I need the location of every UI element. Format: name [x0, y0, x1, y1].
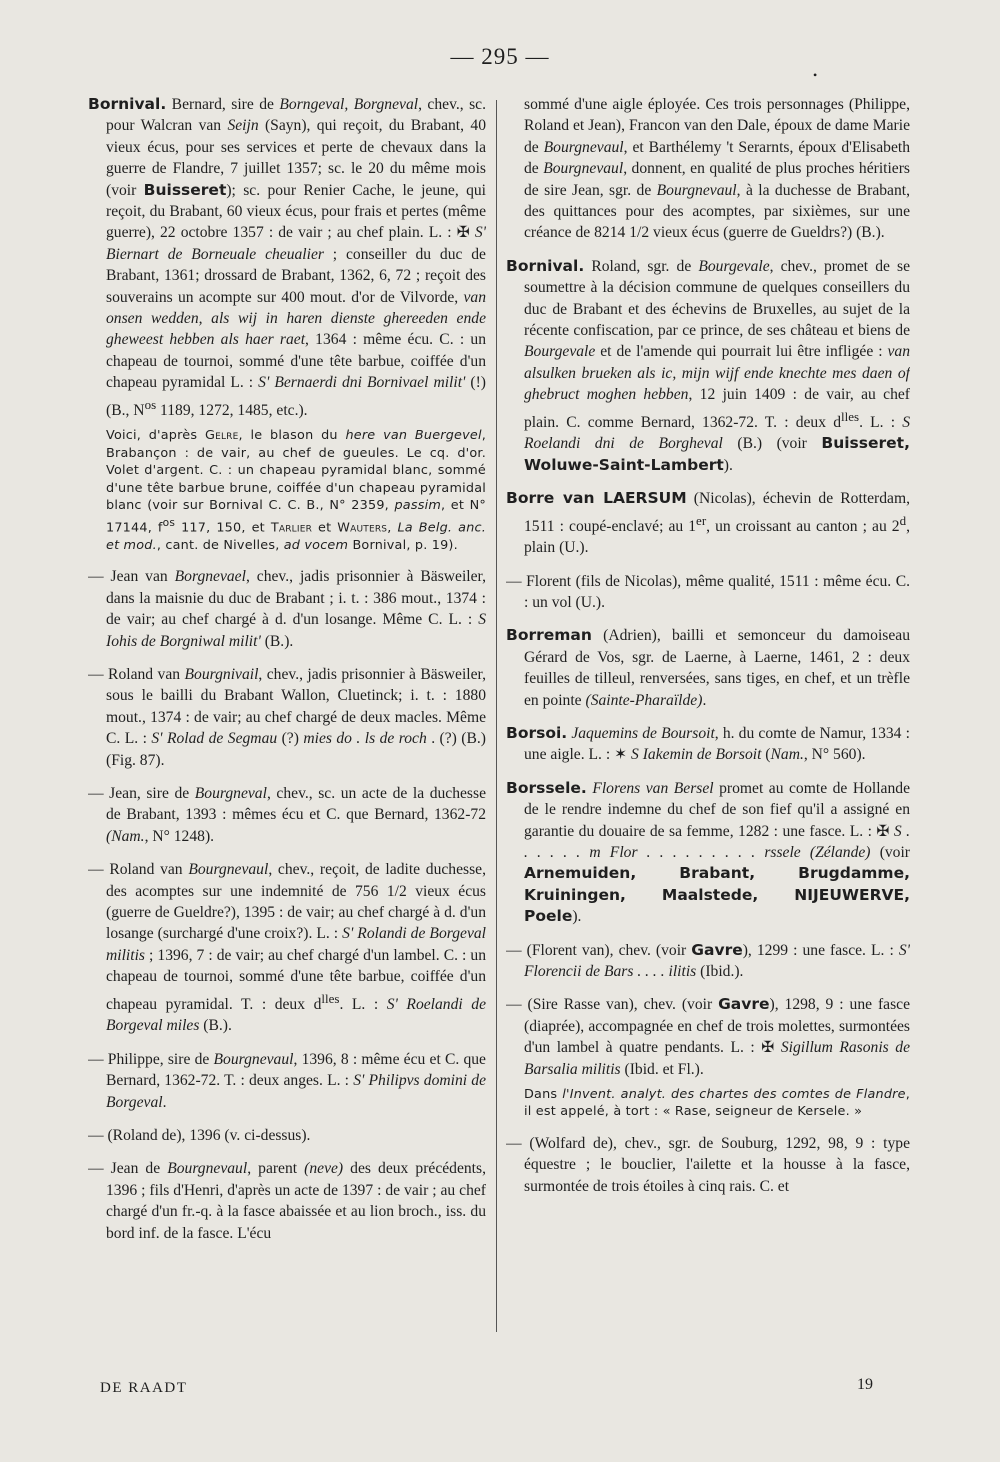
left-entry: — Jean, sire de Bourgneval, chev., sc. un acte de la duchesse de Brabant, 1393 : mêmes écu et C. que Bernard, 1362-72 (Nam., N° 1248). — [88, 785, 486, 845]
left-entry: — (Roland de), 1396 (v. ci-dessus). — [88, 1126, 311, 1144]
left-entry: Bornival. Bernard, sire de Borngeval, Borgneval, chev., sc. pour Walcran van Seijn (Sayn), qui reçoit, du Brabant, 40 vieux écus, pour ses services et perte de chevaux dans la guerre de Flandre, 7 juillet 1357; sc. le 20 du même mois (voir Buisseret); sc. pour Renier Cache, le jeune, qui reçoit, du Brabant, 60 vieux écus, pour frais et pertes (même guerre), 22 octobre 1357 : de vair ; au chef plain. L. : ✠ S' Biernart de Borneuale cheualier ; conseiller du duc de Brabant, 1361; drossard de Brabant, 1362, 6, 72 ; reçoit des souverains un acompte sur 400 mout. d'or de Vilvorde, van onsen wedden, als wij in haren dienste ghereeden ende gheweest hebben als haer raet, 1364 : même écu. C. : un chapeau de tournoi, sommé d'une tête barbue, coiffée d'un chapeau pyramidal L. : S' Bernaerdi dni Bornivael milit' (!) (B., $N^{os}$ 1189, 1272, 1485, etc.). — [88, 95, 486, 419]
right-entry: — (Wolfard de), chev., sgr. de Souburg, 1292, 98, 9 : type équestre ; le bouclier, l'ailette et la housse à la fasce, surmontée de trois étoiles à cinq rais. C. et — [506, 1134, 910, 1195]
left-column — [88, 94, 486, 1362]
right-entry: sommé d'une aigle éployée. Ces trois personnages (Philippe, Roland et Jean), Francon van den Dale, époux de dame Marie de Bourgnevaul, et Barthélemy 't Serarnts, époux d'Elisabeth de Bourgnevaul, donnent, en qualité de plus proches héritiers de sire Jean, sgr. de Bourgnevaul, à la duchesse de Brabant, des quittances pour des acomptes, par sixièmes, sur une créance de 8214 1/2 vieux écus (guerre de Gueldrs?) (B.). — [524, 96, 910, 242]
right-entry-note: Dans l'Invent. analyt. des chartes des comtes de Flandre, il est appelé, à tort : « Rase, seigneur de Kersele. » — [524, 1087, 910, 1120]
right-entry: — Florent (fils de Nicolas), même qualité, 1511 : même écu. C. : un vol (U.). — [506, 572, 910, 611]
left-entry: — Roland van Bourgnivail, chev., jadis prisonnier à Bäsweiler, sous le bailli du Brabant Wallon, Cluetinck; i. t. : 1880 mout., 1374 : de vair; au chef chargé de deux macles. Même C. L. : S' Rolad de Segmau (?) mies do . ls de roch . (?) (B.) (Fig. 87). — [88, 666, 486, 769]
left-entry-note: Voici, d'après Gelre, le blason du here van Buergevel, Brabançon : de vair, au chef de gueules. Le cq. d'or. Volet d'argent. C. : un chapeau pyramidal blanc, sommé d'une tête barbue brune, coiffée d'un chapeau pyramidal blanc (voir sur Bornival C. C. B., N° 2359, passim, et N° 17144, $f^{os}$ 117, 150, et Tarlier et Wauters, La Belg. anc. et mod., cant. de Nivelles, ad vocem Bornival, p. 19). — [106, 428, 486, 553]
left-entry: — Jean van Borgnevael, chev., jadis prisonnier à Bäsweiler, dans la maisnie du duc de Brabant ; i. t. : 386 mout., 1374 : de vair; au chef chargé à d. d'un losange. Même C. L. : S Iohis de Borgniwal milit' (B.). — [88, 568, 486, 650]
left-entry: — Jean de Bourgnevaul, parent (neve) des deux précédents, 1396 ; fils d'Henri, d'après un acte de 1397 : de vair ; au chef chargé d'un fr.-q. à la fasce abaissée et au lion broch., iss. du bord inf. de la fasce. L'écu — [88, 1160, 486, 1242]
footer-sheet-number: 19 — [857, 1376, 873, 1393]
right-entry: Borssele. Florens van Bersel promet au comte de Hollande de le rendre indemne du chef de son fief qu'il a assigné en garantie du douaire de sa femme, 1282 : une fasce. L. : ✠ S . . . . . . m Flor . . . . . . . . . rssele (Zélande) (voir Arnemuiden, Brabant, Brugdamme, Kruiningen, Maalstede, NIJEUWERVE, Poele). — [506, 778, 910, 926]
footer-author: DE RAADT — [100, 1380, 188, 1396]
right-entry: Bornival. Roland, sgr. de Bourgevale, chev., promet de se soumettre à la décision commune de quelques conseillers du duc de Brabant et des échevins de Bruxelles, au sujet de la récente confiscation, par ce prince, de ses château et biens de Bourgevale et de l'amende qui pourrait lui être infligée : van alsulken brueken als ic, mijn wijf ende knechte mes daen of ghebruct moghen hebben, 12 juin 1409 : de vair, au chef plain. C. comme Bernard, 1362-72. T. : deux $d^{lles}$. L. : S Roelandi dni de Borgheval (B.) (voir Buisseret, Woluwe-Saint-Lambert). — [506, 256, 910, 474]
column-divider — [496, 100, 497, 1332]
left-entry: — Roland van Bourgnevaul, chev., reçoit, de ladite duchesse, des acomptes sur une indemnité de 756 1/2 vieux écus (guerre de Gueldre?), 1395 : de vair; au chef chargé à d. d'un losange (surchargé d'une croix?). L. : S' Rolandi de Borgeval militis ; 1396, 7 : de vair; au chef chargé d'un lambel. C. : un chapeau de tournoi, sommé d'une tête barbue, coiffée d'un chapeau pyramidal. T. : deux $d^{lles}$. L. : S' Roelandi de Borgeval miles (B.). — [88, 861, 486, 1035]
right-entry: — (Sire Rasse van), chev. (voir Gavre), 1298, 9 : une fasce (diaprée), accompagnée en chef de trois molettes, surmontées d'un lambel à quatre pendants. L. : ✠ Sigillum Rasonis de Barsalia militis (Ibid. et Fl.). — [506, 995, 910, 1078]
page-number: — 295 — — [450, 44, 550, 69]
right-entry: Borreman (Adrien), bailli et semonceur du damoiseau Gérard de Vos, sgr. de Laerne, à Laerne, 1461, 2 : deux feuilles de tilleul, renversées, sans tiges, en chef, et un trèfle en pointe (Sainte-Pharaïlde). — [506, 626, 910, 709]
ink-dot: • — [813, 68, 818, 82]
right-entry: Borre van LAERSUM (Nicolas), échevin de Rotterdam, 1511 : coupé-enclavé; au 1er, un croissant au canton ; au 2$^d$, plain (U.). — [506, 489, 910, 557]
left-entry: — Philippe, sire de Bourgnevaul, 1396, 8 : même écu et C. que Bernard, 1362-72. T. : deux anges. L. : S' Philipvs domini de Borgeval. — [88, 1050, 486, 1111]
right-entry: — (Florent van), chev. (voir Gavre), 1299 : une fasce. L. : S' Florencii de Bars . . . . ilitis (Ibid.). — [506, 940, 910, 980]
right-entry: Borsoi. Jaquemins de Boursoit, h. du comte de Namur, 1334 : une aigle. L. : ✶ S Iakemin de Borsoit (Nam., N° 560). — [506, 723, 910, 764]
right-column — [506, 94, 910, 1362]
